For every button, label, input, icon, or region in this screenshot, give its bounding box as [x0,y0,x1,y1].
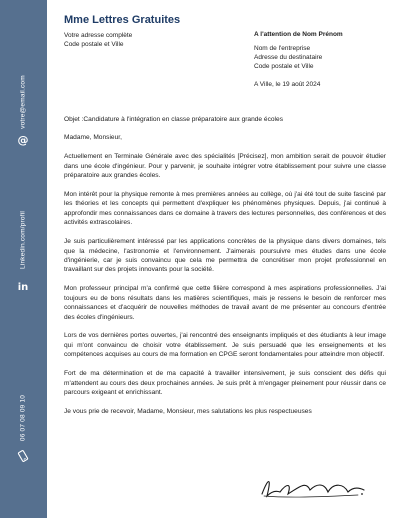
sender-name: Mme Lettres Gratuites [64,14,181,26]
sidebar [0,0,47,518]
signature [258,474,368,500]
letter-paragraph: Actuellement en Terminale Générale avec des spécialités [Précisez], mon ambition serait de pouvoir étudier dans une école d'ingénieur. Pour y parvenir, je souhaite intégrer votre établissement pour suivre une classe préparatoire aux grandes écoles. [64,153,386,180]
letter-subject: Objet :Candidature à l'intégration en classe préparatoire aux grande écoles [64,116,283,123]
sidebar-phone[interactable]: 06 07 08 09 10 [19,394,27,442]
recipient-attention: A l'attention de Nom Prénom [254,31,343,38]
letter-paragraph: Mon professeur principal m'a confirmé que cette filière correspond à mes aspirations professionnelles. J'ai toujours eu de bons résultats dans les matières scientifiques, mais je ressens le besoin de renforcer mes connaissances et d'acquérir de nouvelles méthodes de travail avant de me présenter au concours d'entrée des écoles d'ingénieurs. [64,285,386,321]
sidebar-email[interactable]: votre@email.com [19,75,27,129]
letter-closing: Je vous prie de recevoir, Madame, Monsieur, mes salutations les plus respectueuses [64,407,312,415]
recipient-company: Nom de l'entreprise [254,45,311,52]
letter-paragraph: Fort de ma détermination et de ma capacité à travailler intensivement, je suis conscient des défis qui m'attendent au cours des deux prochaines années. Je suis prêt à m'engager pleinement pour réussir dans ce parcours exigeant et enrichissant. [64,370,386,396]
sender-city: Code postale et Ville [64,41,124,48]
sidebar-linkedin[interactable]: Linkedin.com/profil [19,211,27,269]
letter-date: A Ville, le 19 août 2024 [254,81,321,88]
letter-greeting: Madame, Monsieur, [64,134,122,142]
at-icon: @ [17,133,29,147]
recipient-address: Adresse du destinataire [254,54,323,61]
recipient-block [254,30,394,89]
letter-paragraph: Je suis particulièrement intéressé par les applications concrètes de la physique dans divers domaines, tels que la médecine, l'astronomie et l'environnement. J'aimerais poursuivre mes études dans une école d'ingénierie, car je suis convaincu que cela me permettra de concrétiser mon projet professionnel en travaillant sur des projets innovants pour la société. [64,238,386,274]
linkedin-icon: in [17,282,29,293]
phone-icon [17,449,29,465]
letter-body [64,115,386,426]
sender-address: Votre adresse complète [64,32,133,39]
letter-paragraph: Lors de vos dernières portes ouvertes, j'ai rencontré des enseignants impliqués et des étudiants à leur image qui m'ont convaincu de choisir votre établissement. Je suis persuadé que les enseignements et les compétences acquises au cours de ma formation en CPGE seront fondamentales pour atteindre mon objectif. [64,332,386,359]
recipient-city: Code postale et Ville [254,63,314,70]
letter-paragraph: Mon intérêt pour la physique remonte à mes premières années au collège, où j'ai été tout de suite fasciné par les théories et les concepts qui permettent d'expliquer les phénomènes physiques. Depuis, j'ai continué à approfondir mes connaissances dans ce domaine à travers des lectures personnelles, des conférences et des activités extrascolaires. [64,191,386,227]
